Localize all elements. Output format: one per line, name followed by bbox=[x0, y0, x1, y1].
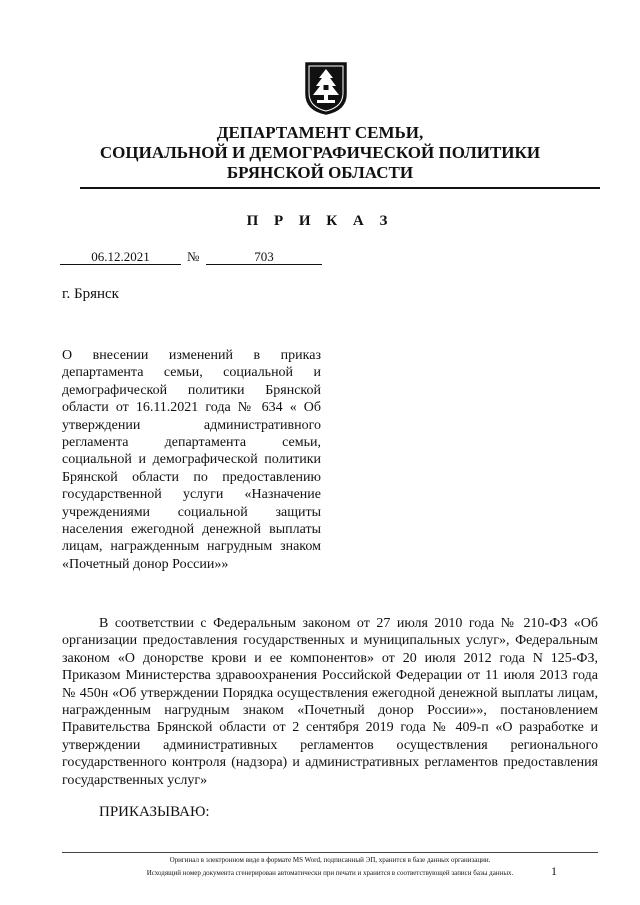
footer-divider bbox=[62, 852, 598, 853]
order-date: 06.12.2021 bbox=[60, 249, 181, 265]
document-type-title: П Р И К А З bbox=[246, 213, 394, 229]
department-title-line-2: СОЦИАЛЬНОЙ И ДЕМОГРАФИЧЕСКОЙ ПОЛИТИКИ bbox=[99, 143, 541, 162]
order-number: 703 bbox=[206, 249, 322, 265]
coat-of-arms-icon bbox=[303, 60, 349, 116]
order-number-sign: № bbox=[187, 249, 200, 264]
department-title-line-1: ДЕПАРТАМЕНТ СЕМЬИ, bbox=[216, 123, 424, 142]
decree-word: ПРИКАЗЫВАЮ: bbox=[99, 804, 210, 820]
department-title-line-3: БРЯНСКОЙ ОБЛАСТИ bbox=[226, 163, 414, 182]
footer-note-original: Оригинал в электронном виде в формате MS Word, подписанный ЭП, хранится в базе данных организации. bbox=[169, 856, 491, 864]
footer-note-number: Исходящий номер документа сгенерирован автоматически при печати и хранится в соответствующей записи базы данных. bbox=[146, 869, 514, 877]
header-divider bbox=[80, 187, 600, 189]
order-preamble: В соответствии с Федеральным законом от 27 июля 2010 года № 210-ФЗ «Об организации предоставления государственных и муниципальных услуг», Федеральным законом «О донорстве крови и ее компонентов» от 20 июля 2012 года N 125-ФЗ, Приказом Министерства здравоохранения Российской Федерации от 11 июля 2013 года № 450н «Об утверждении Порядка осуществления ежегодной денежной выплаты лицам, награжденным нагрудным знаком «Почетный донор России»», постановлением Правительства Брянской области от 2 сентября 2019 года № 409-п «О разработке и утверждении административных регламентов осуществления регионального государственного контроля (надзора) и административных регламентов предоставления государственных услуг» bbox=[62, 616, 598, 788]
page-number: 1 bbox=[551, 864, 557, 878]
order-subject: О внесении изменений в приказ департамента семьи, социальной и демографической политики Брянской области от 16.11.2021 года № 634 « Об утверждении административного регламента департамента семьи, социальной и демографической политики Брянской области по предоставлению государственной услуги «Назначение учреждениями социальной защиты населения ежегодной денежной выплаты лицам, награжденным нагрудным знаком «Почетный донор России»» bbox=[62, 348, 321, 572]
city-name: г. Брянск bbox=[62, 286, 119, 302]
